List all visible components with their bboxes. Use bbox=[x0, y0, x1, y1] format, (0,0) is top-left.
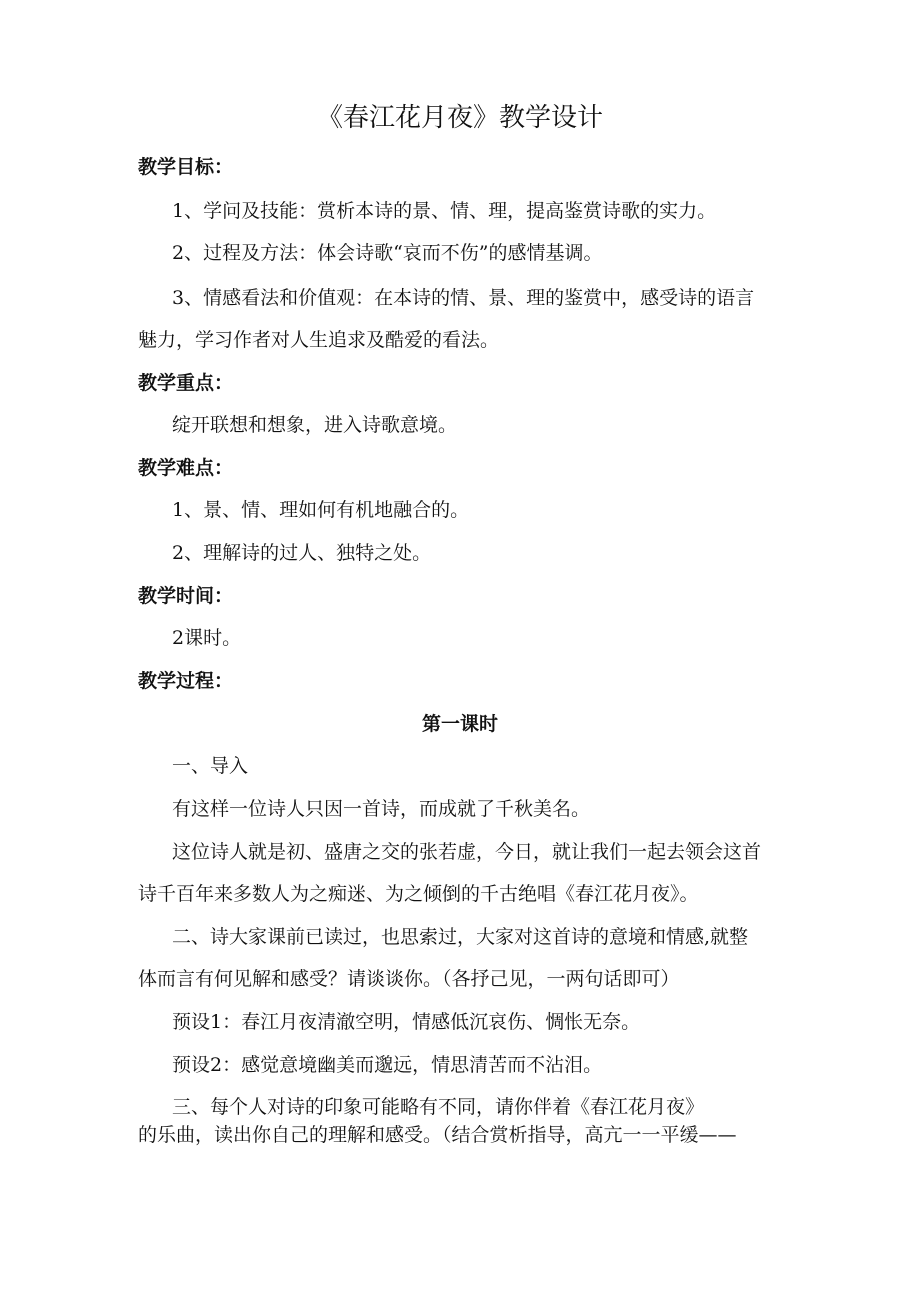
time-heading: 教学时间： bbox=[138, 585, 234, 607]
process-line-1: 一、导入 bbox=[172, 755, 249, 777]
objective-item-2: 2、过程及方法：体会诗歌“哀而不伤”的感情基调。 bbox=[172, 242, 603, 264]
process-line-4: 诗千百年来多数人为之痴迷、为之倾倒的千古绝唱《春江花月夜》。 bbox=[138, 883, 699, 905]
process-line-8: 预设2：感觉意境幽美而邈远，情思清苦而不沾泪。 bbox=[172, 1054, 603, 1076]
key-points-heading: 教学重点： bbox=[138, 372, 234, 394]
process-line-2: 有这样一位诗人只因一首诗，而成就了千秋美名。 bbox=[172, 798, 591, 820]
lesson-title: 第一课时 bbox=[421, 713, 498, 735]
process-line-10: 的乐曲，读出你自己的理解和感受。（结合赏析指导，高亢一一平缓—— bbox=[138, 1124, 737, 1146]
objective-item-1: 1、学问及技能：赏析本诗的景、情、理，提高鉴赏诗歌的实力。 bbox=[172, 200, 717, 222]
objectives-heading: 教学目标： bbox=[138, 156, 234, 178]
key-point-item-1: 绽开联想和想象，进入诗歌意境。 bbox=[172, 414, 458, 436]
process-heading: 教学过程： bbox=[138, 670, 234, 692]
process-line-3: 这位诗人就是初、盛唐之交的张若虚，今日，就让我们一起去领会这首 bbox=[172, 841, 762, 863]
difficulties-heading: 教学难点： bbox=[138, 457, 234, 479]
difficulty-item-2: 2、理解诗的过人、独特之处。 bbox=[172, 542, 432, 564]
time-item-1: 2课时。 bbox=[172, 627, 242, 649]
process-line-9: 三、每个人对诗的印象可能略有不同，请你伴着《春江花月夜》 bbox=[172, 1096, 705, 1118]
document-title: 《春江花月夜》教学设计 bbox=[316, 103, 603, 133]
process-line-5: 二、诗大家课前已读过，也思索过，大家对这首诗的意境和情感,就整 bbox=[172, 926, 749, 948]
process-line-6: 体而言有何见解和感受？请谈谈你。（各抒己见，一两句话即可） bbox=[138, 968, 680, 990]
process-line-7: 预设1：春江月夜清澈空明，情感低沉哀伤、惆怅无奈。 bbox=[172, 1011, 641, 1033]
objective-item-3: 3、情感看法和价值观：在本诗的情、景、理的鉴赏中，感受诗的语言 bbox=[172, 287, 755, 309]
objective-item-3-continued: 魅力，学习作者对人生追求及酷爱的看法。 bbox=[138, 329, 500, 351]
difficulty-item-1: 1、景、情、理如何有机地融合的。 bbox=[172, 499, 470, 521]
